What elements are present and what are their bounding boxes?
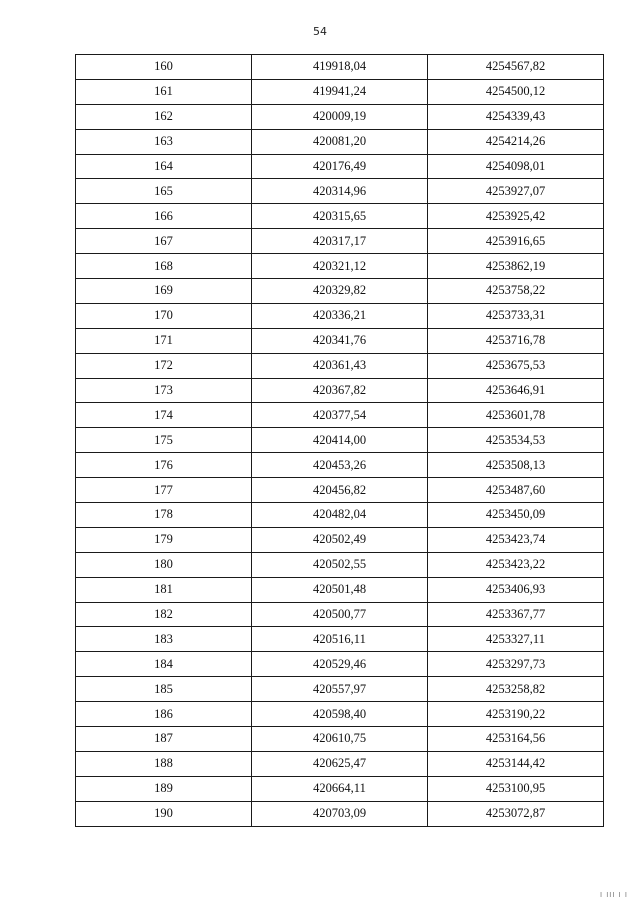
point-number-cell: 172	[76, 353, 252, 378]
x-coordinate-cell: 420081,20	[252, 129, 428, 154]
x-coordinate-cell: 420598,40	[252, 702, 428, 727]
y-coordinate-cell: 4253916,65	[428, 229, 604, 254]
x-coordinate-cell: 419941,24	[252, 79, 428, 104]
x-coordinate-cell: 420703,09	[252, 801, 428, 826]
point-number-cell: 162	[76, 104, 252, 129]
y-coordinate-cell: 4254339,43	[428, 104, 604, 129]
y-coordinate-cell: 4253733,31	[428, 303, 604, 328]
x-coordinate-cell: 420500,77	[252, 602, 428, 627]
y-coordinate-cell: 4253144,42	[428, 751, 604, 776]
point-number-cell: 178	[76, 503, 252, 528]
table-row	[76, 727, 604, 752]
x-coordinate-cell: 420501,48	[252, 577, 428, 602]
point-number-cell: 183	[76, 627, 252, 652]
table-row	[76, 328, 604, 353]
point-number-cell: 179	[76, 527, 252, 552]
table-row	[76, 776, 604, 801]
y-coordinate-cell: 4253450,09	[428, 503, 604, 528]
table-row	[76, 129, 604, 154]
table-row	[76, 378, 604, 403]
table-row	[76, 527, 604, 552]
y-coordinate-cell: 4253423,74	[428, 527, 604, 552]
table-row	[76, 79, 604, 104]
point-number-cell: 186	[76, 702, 252, 727]
x-coordinate-cell: 420315,65	[252, 204, 428, 229]
y-coordinate-cell: 4253190,22	[428, 702, 604, 727]
x-coordinate-cell: 420321,12	[252, 254, 428, 279]
point-number-cell: 176	[76, 453, 252, 478]
y-coordinate-cell: 4254567,82	[428, 55, 604, 80]
x-coordinate-cell: 420414,00	[252, 428, 428, 453]
table-row	[76, 801, 604, 826]
y-coordinate-cell: 4253297,73	[428, 652, 604, 677]
x-coordinate-cell: 420329,82	[252, 279, 428, 304]
point-number-cell: 165	[76, 179, 252, 204]
coordinates-table-body	[76, 55, 604, 827]
y-coordinate-cell: 4253758,22	[428, 279, 604, 304]
x-coordinate-cell: 420529,46	[252, 652, 428, 677]
table-row	[76, 652, 604, 677]
x-coordinate-cell: 420176,49	[252, 154, 428, 179]
table-row	[76, 627, 604, 652]
x-coordinate-cell: 420502,49	[252, 527, 428, 552]
table-row	[76, 428, 604, 453]
x-coordinate-cell: 420502,55	[252, 552, 428, 577]
table-row	[76, 602, 604, 627]
point-number-cell: 166	[76, 204, 252, 229]
table-row	[76, 229, 604, 254]
point-number-cell: 160	[76, 55, 252, 80]
y-coordinate-cell: 4253406,93	[428, 577, 604, 602]
x-coordinate-cell: 420516,11	[252, 627, 428, 652]
y-coordinate-cell: 4254098,01	[428, 154, 604, 179]
point-number-cell: 163	[76, 129, 252, 154]
x-coordinate-cell: 419918,04	[252, 55, 428, 80]
y-coordinate-cell: 4253675,53	[428, 353, 604, 378]
y-coordinate-cell: 4253716,78	[428, 328, 604, 353]
y-coordinate-cell: 4253100,95	[428, 776, 604, 801]
footer-mark: I III I I	[599, 891, 628, 899]
table-row	[76, 577, 604, 602]
y-coordinate-cell: 4254214,26	[428, 129, 604, 154]
point-number-cell: 164	[76, 154, 252, 179]
point-number-cell: 173	[76, 378, 252, 403]
x-coordinate-cell: 420009,19	[252, 104, 428, 129]
table-row	[76, 552, 604, 577]
point-number-cell: 180	[76, 552, 252, 577]
x-coordinate-cell: 420482,04	[252, 503, 428, 528]
y-coordinate-cell: 4253164,56	[428, 727, 604, 752]
y-coordinate-cell: 4253601,78	[428, 403, 604, 428]
x-coordinate-cell: 420336,21	[252, 303, 428, 328]
point-number-cell: 174	[76, 403, 252, 428]
y-coordinate-cell: 4254500,12	[428, 79, 604, 104]
table-row	[76, 179, 604, 204]
x-coordinate-cell: 420610,75	[252, 727, 428, 752]
x-coordinate-cell: 420367,82	[252, 378, 428, 403]
table-row	[76, 702, 604, 727]
point-number-cell: 161	[76, 79, 252, 104]
point-number-cell: 187	[76, 727, 252, 752]
y-coordinate-cell: 4253367,77	[428, 602, 604, 627]
table-row	[76, 751, 604, 776]
y-coordinate-cell: 4253862,19	[428, 254, 604, 279]
point-number-cell: 175	[76, 428, 252, 453]
y-coordinate-cell: 4253258,82	[428, 677, 604, 702]
coordinates-table	[75, 54, 604, 827]
y-coordinate-cell: 4253487,60	[428, 478, 604, 503]
x-coordinate-cell: 420341,76	[252, 328, 428, 353]
point-number-cell: 189	[76, 776, 252, 801]
y-coordinate-cell: 4253072,87	[428, 801, 604, 826]
point-number-cell: 169	[76, 279, 252, 304]
table-row	[76, 55, 604, 80]
point-number-cell: 185	[76, 677, 252, 702]
point-number-cell: 168	[76, 254, 252, 279]
y-coordinate-cell: 4253925,42	[428, 204, 604, 229]
y-coordinate-cell: 4253508,13	[428, 453, 604, 478]
point-number-cell: 171	[76, 328, 252, 353]
table-row	[76, 254, 604, 279]
x-coordinate-cell: 420456,82	[252, 478, 428, 503]
point-number-cell: 182	[76, 602, 252, 627]
point-number-cell: 167	[76, 229, 252, 254]
y-coordinate-cell: 4253927,07	[428, 179, 604, 204]
point-number-cell: 188	[76, 751, 252, 776]
x-coordinate-cell: 420314,96	[252, 179, 428, 204]
point-number-cell: 177	[76, 478, 252, 503]
page-number: 54	[313, 25, 327, 38]
table-row	[76, 478, 604, 503]
table-row	[76, 154, 604, 179]
table-row	[76, 279, 604, 304]
point-number-cell: 181	[76, 577, 252, 602]
table-row	[76, 104, 604, 129]
x-coordinate-cell: 420453,26	[252, 453, 428, 478]
point-number-cell: 184	[76, 652, 252, 677]
table-row	[76, 453, 604, 478]
table-row	[76, 303, 604, 328]
y-coordinate-cell: 4253327,11	[428, 627, 604, 652]
table-row	[76, 403, 604, 428]
x-coordinate-cell: 420625,47	[252, 751, 428, 776]
x-coordinate-cell: 420361,43	[252, 353, 428, 378]
y-coordinate-cell: 4253423,22	[428, 552, 604, 577]
table-row	[76, 503, 604, 528]
table-row	[76, 204, 604, 229]
table-row	[76, 677, 604, 702]
point-number-cell: 170	[76, 303, 252, 328]
x-coordinate-cell: 420664,11	[252, 776, 428, 801]
table-row	[76, 353, 604, 378]
point-number-cell: 190	[76, 801, 252, 826]
y-coordinate-cell: 4253534,53	[428, 428, 604, 453]
y-coordinate-cell: 4253646,91	[428, 378, 604, 403]
x-coordinate-cell: 420557,97	[252, 677, 428, 702]
x-coordinate-cell: 420317,17	[252, 229, 428, 254]
x-coordinate-cell: 420377,54	[252, 403, 428, 428]
